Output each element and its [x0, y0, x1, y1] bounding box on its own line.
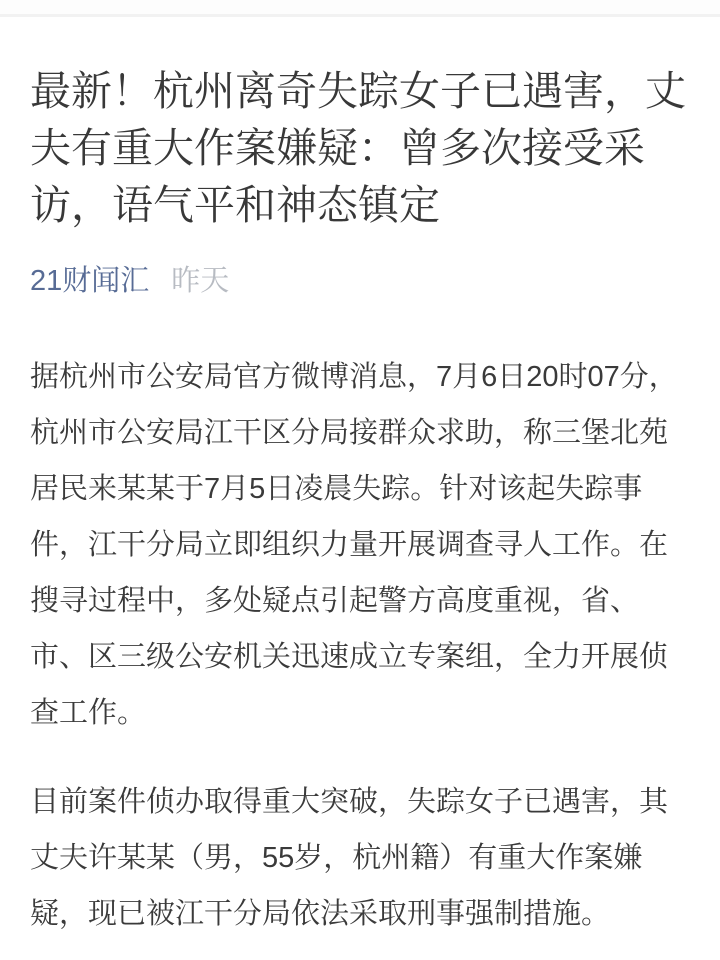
article-paragraph: 据杭州市公安局官方微博消息，7月6日20时07分，杭州市公安局江干区分局接群众求助，称三堡北苑居民来某某于7月5日凌晨失踪。针对该起失踪事件，江干分局立即组织力量开展调查寻人工作。在搜寻过程中，多处疑点引起警方高度重视，省、市、区三级公安机关迅速成立专案组，全力开展侦查工作。	[30, 361, 678, 729]
author-link[interactable]: 21财闻汇	[30, 265, 150, 297]
article-page	[0, 63, 720, 942]
byline	[30, 265, 690, 298]
page-top-divider	[0, 0, 720, 17]
article-title: 最新！杭州离奇失踪女子已遇害，丈夫有重大作案嫌疑：曾多次接受采访，语气平和神态镇定	[30, 68, 686, 228]
article-body	[30, 349, 690, 942]
publish-date: 昨天	[171, 265, 230, 297]
article-paragraph: 目前案件侦办取得重大突破，失踪女子已遇害，其丈夫许某某（男，55岁，杭州籍）有重大作案嫌疑，现已被江干分局依法采取刑事强制措施。	[30, 786, 669, 930]
